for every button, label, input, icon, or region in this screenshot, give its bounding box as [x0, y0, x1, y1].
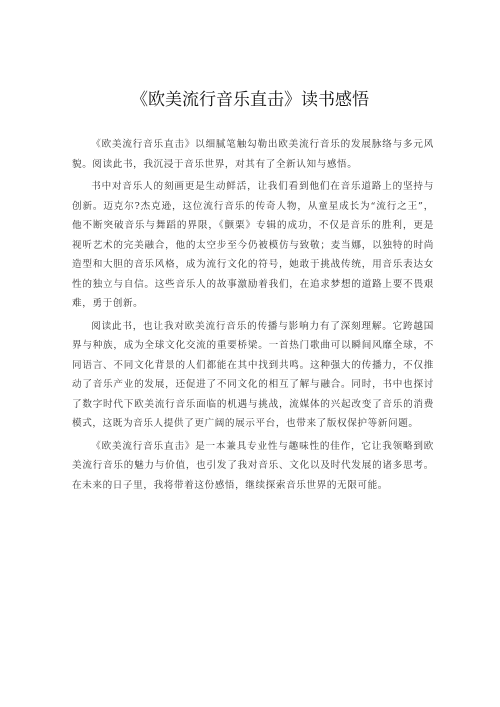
paragraph-intro: 《欧美流行音乐直击》以细腻笔触勾勒出欧美流行音乐的发展脉络与多元风貌。阅读此书，我沉浸于音乐世界，对其有了全新认知与感悟。 — [72, 139, 434, 170]
paragraph-musicians: 书中对音乐人的刻画更是生动鲜活，让我们看到他们在音乐道路上的坚持与创新。迈克尔?杰克逊，这位流行音乐的传奇人物，从童星成长为“流行之王”，他不断突破音乐与舞蹈的界限，《颤栗》专辑的成功，不仅是音乐的胜利，更是视听艺术的完美融合，他的太空步至今仍被模仿与致敬；麦当娜，以独特的时尚造型和大胆的音乐风格，成为流行文化的符号，她敢于挑战传统，用音乐表达女性的独立与自信。这些音乐人的故事激励着我们，在追求梦想的道路上要不畏艰难，勇于创新。 — [72, 181, 434, 309]
paragraph-conclusion: 《欧美流行音乐直击》是一本兼具专业性与趣味性的佳作，它让我领略到欧美流行音乐的魅力与价值，也引发了我对音乐、文化以及时代发展的诸多思考。在未来的日子里，我将带着这份感悟，继续探索音乐世界的无限可能。 — [72, 440, 434, 491]
document-body — [72, 135, 434, 495]
paragraph-influence: 阅读此书，也让我对欧美流行音乐的传播与影响力有了深刻理解。它跨越国界与种族，成为全球文化交流的重要桥梁。一首热门歌曲可以瞬间风靡全球，不同语言、不同文化背景的人们都能在其中找到共鸣。这种强大的传播力，不仅推动了音乐产业的发展，还促进了不同文化的相互了解与融合。同时，书中也探讨了数字时代下欧美流行音乐面临的机遇与挑战，流媒体的兴起改变了音乐的消费模式，这既为音乐人提供了更广阔的展示平台，也带来了版权保护等新问题。 — [72, 320, 434, 429]
document-title: 《欧美流行音乐直击》读书感悟 — [131, 90, 369, 110]
